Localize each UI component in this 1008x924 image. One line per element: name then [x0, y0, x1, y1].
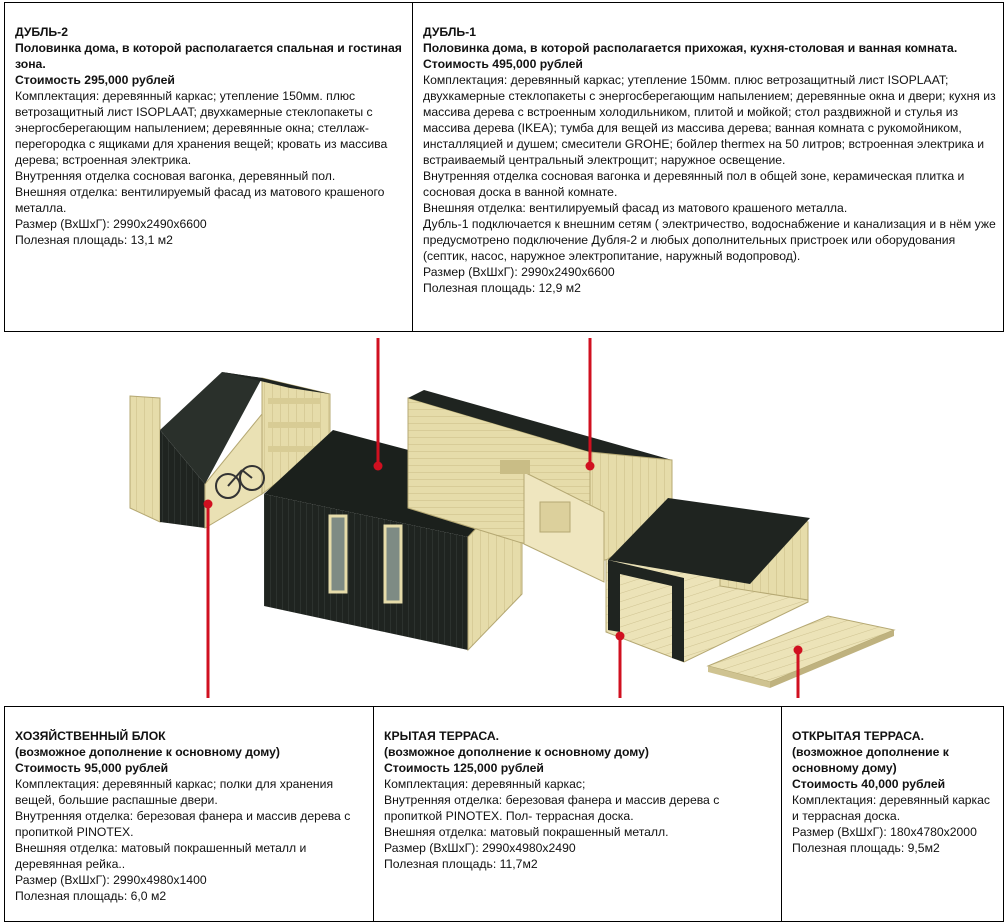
dubl1-spec-line: Размер (ВхШхГ): 2990х2490х6600	[423, 265, 615, 279]
covered-terrace-spec-line: Внутренняя отделка: березовая фанера и массив дерева с пропиткой PINOTEX. Пол- террасная доска.	[384, 793, 720, 823]
utility-block-spec-line: Внутренняя отделка: березовая фанера и массив дерева с пропиткой PINOTEX.	[15, 809, 351, 839]
open-terrace-subtitle: (возможное дополнение к основному дому)	[792, 745, 949, 775]
open-terrace-spec-line: Комплектация: деревянный каркас и террасная доска.	[792, 793, 991, 823]
utility-block-spec-line: Внешняя отделка: матовый покрашенный металл и деревянная рейка..	[15, 841, 307, 871]
open-terrace-title: ОТКРЫТАЯ ТЕРРАСА.	[792, 729, 924, 743]
dubl2-price: Стоимость 295,000 рублей	[15, 73, 175, 87]
dubl2-title: ДУБЛЬ-2	[15, 25, 69, 39]
covered-terrace-subtitle: (возможное дополнение к основному дому)	[384, 745, 649, 759]
covered-terrace-spec-line: Внешняя отделка: матовый покрашенный металл.	[384, 825, 669, 839]
open-terrace-description	[781, 706, 1004, 922]
dubl2-spec-line: Внешняя отделка: вентилируемый фасад из матового крашеного металла.	[15, 185, 385, 215]
dubl1-spec-line: Внутренняя отделка сосновая вагонка и деревянный пол в общей зоне, керамическая плитка и сосновая доска в ванной комнате.	[423, 169, 965, 199]
dubl2-description	[4, 2, 413, 332]
dubl1-description	[412, 2, 1004, 332]
dubl1-spec-line: Полезная площадь: 12,9 м2	[423, 281, 581, 295]
utility-block-spec-line: Размер (ВхШхГ): 2990х4980х1400	[15, 873, 207, 887]
covered-terrace-spec-line: Комплектация: деревянный каркас;	[384, 777, 586, 791]
covered-terrace-title: КРЫТАЯ ТЕРРАСА.	[384, 729, 500, 743]
dubl2-spec-line: Внутренняя отделка сосновая вагонка, деревянный пол.	[15, 169, 336, 183]
utility-block-subtitle: (возможное дополнение к основному дому)	[15, 745, 280, 759]
dubl1-spec-line: Внешняя отделка: вентилируемый фасад из матового крашеного металла.	[423, 201, 848, 215]
dubl2-spec-line: Полезная площадь: 13,1 м2	[15, 233, 173, 247]
dubl2-spec-line: Комплектация: деревянный каркас; утепление 150мм. плюс ветрозащитный лист ISOPLAAT; двухкамерные стеклопакеты с энергосберегающим напылением; деревянные окна; стеллаж-перегородка с ящиками для хранения вещей; кровать из массива дерева; встроенная электрика.	[15, 89, 388, 167]
covered-terrace-spec-line: Размер (ВхШхГ): 2990х4980х2490	[384, 841, 576, 855]
covered-terrace-description	[373, 706, 782, 922]
open-terrace-price: Стоимость 40,000 рублей	[792, 777, 946, 791]
dubl1-spec-line: Комплектация: деревянный каркас; утепление 150мм. плюс ветрозащитный лист ISOPLAAT; двухкамерные стеклопакеты с энергосберегающим напылением; деревянные окна и двери; кухня из массива дерева с встроенным холодильником, плитой и мойкой; стол раздвижной и стулья из массива дерева (IKEA); тумба для вещей из массива дерева; ванная комната с рукомойником, инсталляцией и душем; смесители GROHE; бойлер thermex на 50 литров; встроенная электрика и встраиваемый центральный электрощит; наружное освещение.	[423, 73, 996, 167]
modular-house-illustration	[0, 332, 1008, 706]
dubl1-spec-line: Дубль-1 подключается к внешним сетям ( электричество, водоснабжение и канализация и в нём уже предусмотрено подключение Дубля-2 и любых дополнительных пристроек или оборудования (септик, насос, наружное электропитание, наружный водопровод).	[423, 217, 996, 263]
covered-terrace-price: Стоимость 125,000 рублей	[384, 761, 544, 775]
open-terrace-spec-line: Полезная площадь: 9,5м2	[792, 841, 940, 855]
utility-block-title: ХОЗЯЙСТВЕННЫЙ БЛОК	[15, 729, 166, 743]
utility-block-spec-line: Комплектация: деревянный каркас; полки для хранения вещей, большие распашные двери.	[15, 777, 334, 807]
dubl1-price: Стоимость 495,000 рублей	[423, 57, 583, 71]
dubl2-spec-line: Размер (ВхШхГ): 2990х2490х6600	[15, 217, 207, 231]
utility-block-description	[4, 706, 374, 922]
dubl1-title: ДУБЛЬ-1	[423, 25, 477, 39]
utility-block-spec-line: Полезная площадь: 6,0 м2	[15, 889, 167, 903]
dubl1-subtitle: Половинка дома, в которой располагается прихожая, кухня-столовая и ванная комната.	[423, 41, 958, 55]
utility-block-price: Стоимость 95,000 рублей	[15, 761, 169, 775]
covered-terrace-spec-line: Полезная площадь: 11,7м2	[384, 857, 538, 871]
dubl2-subtitle: Половинка дома, в которой располагается спальная и гостиная зона.	[15, 41, 402, 71]
open-terrace-spec-line: Размер (ВхШхГ): 180х4780х2000	[792, 825, 977, 839]
